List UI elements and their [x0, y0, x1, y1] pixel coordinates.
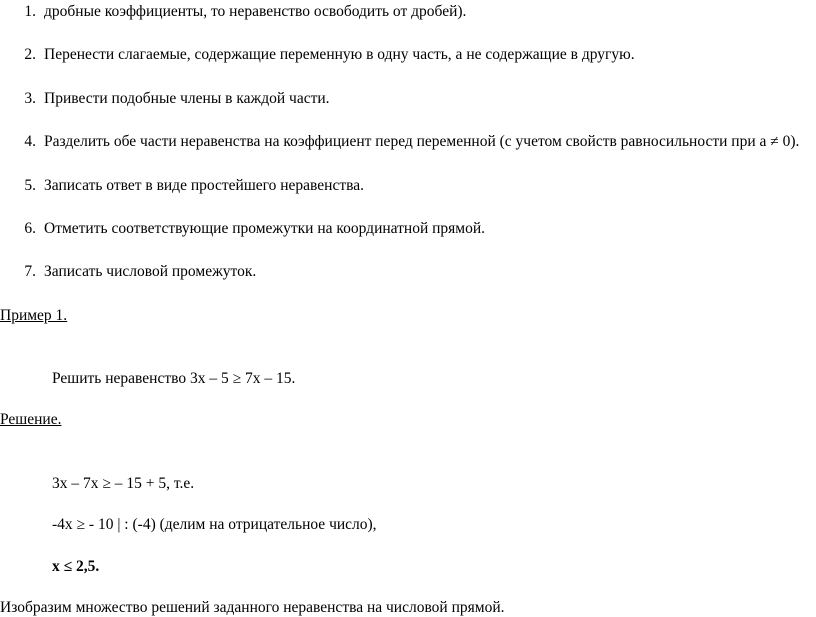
- list-item-number: 2.: [24, 46, 36, 64]
- list-item-number: 5.: [24, 176, 36, 194]
- list-item-text: Привести подобные члены в каждой части.: [44, 89, 330, 107]
- list-item-text: Перенести слагаемые, содержащие переменную в одну часть, а не содержащие в другую.: [44, 46, 635, 64]
- example-heading: Пример 1.: [0, 306, 68, 324]
- example-heading-wrap: [0, 306, 816, 347]
- closing-text: Изобразим множество решений заданного неравенства на числовой прямой.: [0, 598, 505, 616]
- list-item: [0, 262, 816, 281]
- list-item: [0, 89, 816, 108]
- list-item: [0, 219, 816, 238]
- steps-list: [0, 2, 816, 282]
- list-item: [0, 132, 816, 151]
- list-item: [0, 176, 816, 195]
- solution-heading-wrap: [0, 410, 816, 451]
- list-item-text: дробные коэффициенты, то неравенство освободить от дробей).: [44, 3, 467, 20]
- list-item-text: Записать ответ в виде простейшего неравенства.: [44, 176, 364, 194]
- list-item-text: Отметить соответствующие промежутки на координатной прямой.: [44, 219, 486, 237]
- list-item-number: 3.: [24, 89, 36, 107]
- solution-line: 3х – 7х ≥ – 15 + 5, т.е.: [52, 474, 195, 492]
- list-item-text: Записать числовой промежуток.: [44, 263, 257, 281]
- document-page: [0, 2, 816, 616]
- solution-heading: Решение.: [0, 411, 62, 429]
- list-item: [0, 45, 816, 64]
- list-item: [0, 2, 816, 21]
- list-item-number: 4.: [24, 133, 36, 151]
- list-item-number: 6.: [24, 219, 36, 237]
- example-task: Решить неравенство 3х – 5 ≥ 7х – 15.: [52, 370, 296, 387]
- list-item-text: Разделить обе части неравенства на коэффициент перед переменной (с учетом свойств равносильности при a ≠ 0).: [44, 133, 800, 151]
- solution-answer: х ≤ 2,5.: [52, 557, 100, 575]
- list-item-number: 1.: [24, 3, 36, 20]
- solution-line: -4х ≥ - 10 | : (-4) (делим на отрицательное число),: [52, 516, 377, 534]
- list-item-number: 7.: [24, 263, 36, 281]
